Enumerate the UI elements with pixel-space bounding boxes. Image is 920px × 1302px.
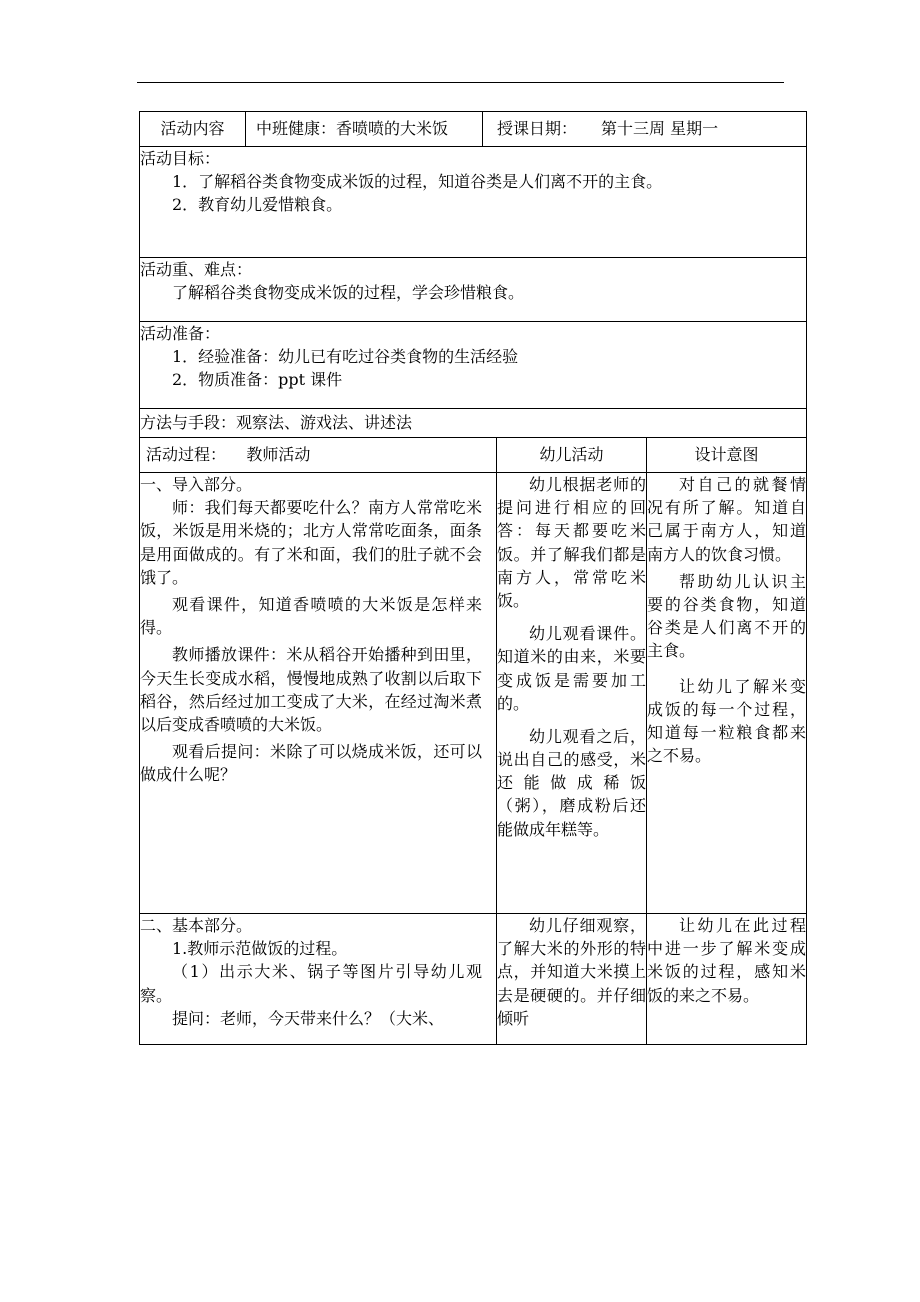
design-paragraph: 对自己的就餐情况有所了解。知道自己属于南方人，知道南方人的饮食习惯。 (647, 475, 807, 564)
methods-text: 方法与手段：观察法、游戏法、讲述法 (140, 409, 807, 438)
goals-title: 活动目标： (140, 149, 221, 168)
col-design-header: 设计意图 (647, 438, 807, 473)
design-paragraph: 帮助幼儿认识主要的谷类食物，知道谷类是人们离不开的主食。 (647, 571, 807, 661)
teacher-paragraph: （1）出示大米、锅子等图片引导幼儿观察。 (140, 962, 482, 1005)
preparation-item: 2．物质准备：ppt 课件 (172, 370, 343, 390)
preparation-title: 活动准备： (140, 324, 221, 343)
lesson-plan-table (139, 111, 807, 1045)
activity-content-value: 中班健康：香喷喷的大米饭 (246, 112, 483, 147)
teacher-paragraph: 观看后提问：米除了可以烧成米饭，还可以做成什么呢？ (140, 742, 482, 785)
goals-row (140, 147, 807, 258)
teacher-paragraph: 师：我们每天都要吃什么？南方人常常吃米饭，米饭是用米烧的；北方人常常吃面条，面条是用面做成的。有了米和面，我们的肚子就不会饿了。 (140, 498, 482, 587)
key-points-row (140, 258, 807, 322)
preparation-item: 1．经验准备：幼儿已有吃过谷类食物的生活经验 (172, 347, 519, 367)
section2-title: 二、基本部分。 (140, 916, 253, 935)
section2-child-cell (497, 914, 647, 1045)
design-paragraph: 让幼儿了解米变成饭的每一个过程，知道每一粒粮食都来之不易。 (647, 676, 807, 766)
section2-row (140, 914, 807, 1045)
key-points-text: 了解稻谷类食物变成米饭的过程，学会珍惜粮食。 (172, 283, 525, 303)
process-header-cell (140, 438, 497, 473)
design-paragraph: 让幼儿在此过程中进一步了解米变成米饭的过程，感知米饭的来之不易。 (647, 916, 807, 1005)
goals-cell (140, 147, 807, 258)
section1-title: 一、导入部分。 (140, 475, 253, 494)
child-paragraph: 幼儿根据老师的提问进行相应的回答：每天都要吃米饭。并了解我们都是南方人，常常吃米饭。 (497, 475, 646, 610)
section1-design-cell (647, 473, 807, 914)
process-label: 活动过程： (146, 445, 227, 465)
date-value: 第十三周 星期一 (601, 119, 719, 139)
process-header-row (140, 438, 807, 473)
activity-content-label: 活动内容 (140, 112, 246, 147)
teacher-paragraph: 1.教师示范做饭的过程。 (172, 939, 348, 959)
methods-row (140, 409, 807, 438)
section2-teacher-cell (140, 914, 497, 1045)
col-teacher-header: 教师活动 (246, 445, 311, 465)
key-points-cell (140, 258, 807, 322)
child-paragraph: 幼儿观看之后，说出自己的感受，米还能做成稀饭（粥），磨成粉后还能做成年糕等。 (497, 726, 646, 839)
header-rule (137, 82, 784, 83)
child-paragraph: 幼儿观看课件。知道米的由来，米要变成饭是需要加工的。 (497, 624, 646, 713)
col-child-header: 幼儿活动 (497, 438, 647, 473)
teacher-paragraph: 教师播放课件：米从稻谷开始播种到田里，今天生长变成水稻，慢慢地成熟了收割以后取下稻谷，然后经过加工变成了大米，在经过淘米煮以后变成香喷喷的大米饭。 (140, 645, 482, 734)
section1-teacher-cell (140, 473, 497, 914)
child-paragraph: 幼儿仔细观察，了解大米的外形的特点，并知道大米摸上去是硬硬的。并仔细倾听 (497, 916, 646, 1028)
section1-row (140, 473, 807, 914)
preparation-cell (140, 322, 807, 409)
teacher-paragraph: 提问：老师，今天带来什么？（大米、 (172, 1008, 445, 1028)
section1-child-cell (497, 473, 647, 914)
goal-item: 2．教育幼儿爱惜粮食。 (172, 195, 343, 215)
header-row (140, 112, 807, 147)
goal-item: 1．了解稻谷类食物变成米饭的过程，知道谷类是人们离不开的主食。 (172, 172, 663, 192)
date-label: 授课日期： (497, 119, 578, 139)
date-cell (483, 112, 807, 147)
preparation-row (140, 322, 807, 409)
key-points-title: 活动重、难点： (140, 260, 253, 279)
teacher-paragraph: 观看课件，知道香喷喷的大米饭是怎样来得。 (140, 594, 482, 638)
section2-design-cell (647, 914, 807, 1045)
